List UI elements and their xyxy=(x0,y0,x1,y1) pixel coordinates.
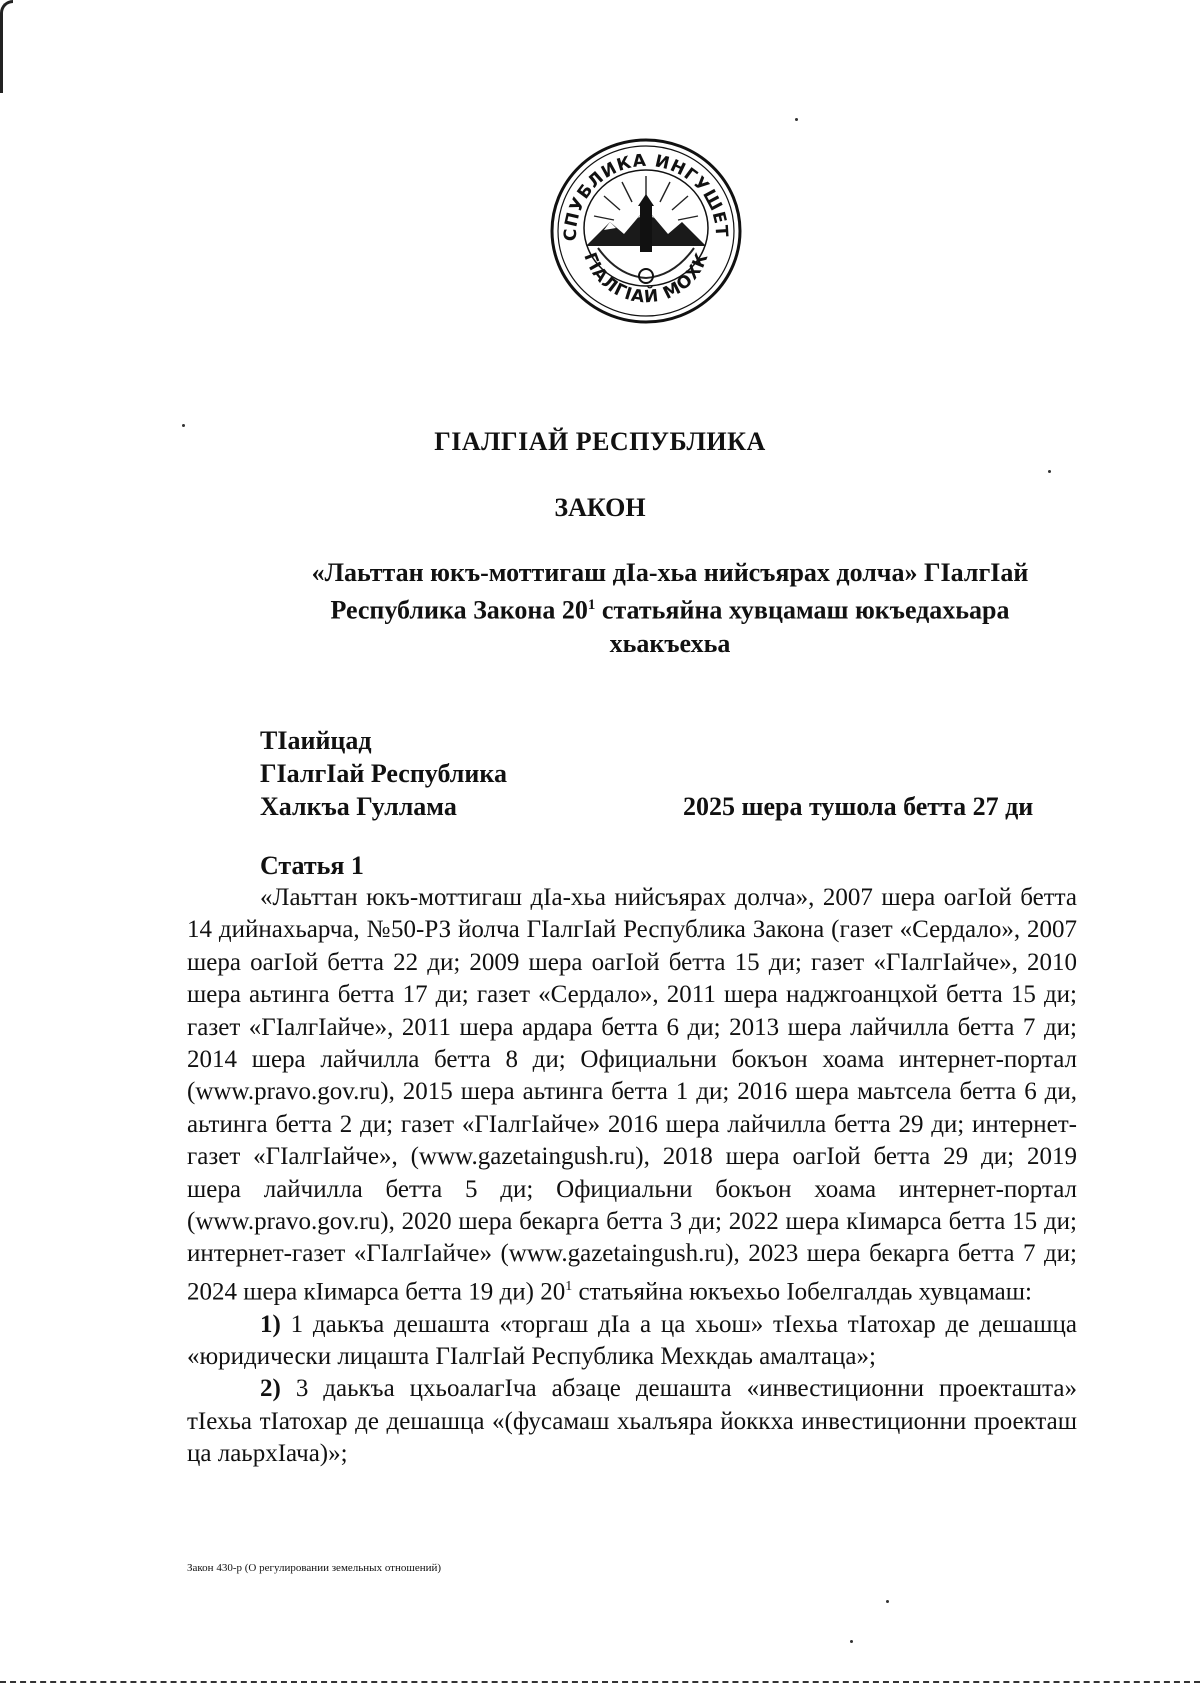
republic-heading: ГIАЛГIАЙ РЕСПУБЛИКА xyxy=(434,427,766,456)
adopted-assembly: Халкъа Гуллама xyxy=(260,792,457,821)
law-title-line2-before: Республика Закона 20 xyxy=(330,595,588,625)
law-title xyxy=(260,556,1080,660)
seal-top-text: СПУБЛИКА ИНГУШЕТ xyxy=(560,150,732,242)
seal-bottom-text: ГIАЛГIАЙ МОХК xyxy=(579,249,713,308)
law-title-superscript: 1 xyxy=(587,597,596,613)
law-title-line2-after: статьяйна хувцамаш юкъедахьара xyxy=(595,595,1010,625)
item-text: 3 даькъа цхьоалагIча абзаце дешашта «инвестиционни проекташта» тIехьа тIатохар де дешашца «(фусамаш хьалъяра йоккха инвестиционни проекташ ца лаьрхIача)»; xyxy=(187,1375,1077,1468)
seal-emblem-icon xyxy=(548,136,744,326)
article-item xyxy=(187,1309,1077,1374)
item-text: 1 даькъа дешашта «торгаш дIа а ца хьош» тIехьа тIатохар де дешашца «юридически лицашта ГIалгIай Республика Мехкдаь амалтаца»; xyxy=(187,1310,1077,1371)
republic-seal xyxy=(548,136,744,326)
article-intro-paragraph xyxy=(187,882,1077,1309)
law-title-line3: хьакъехьа xyxy=(609,628,731,658)
item-number: 2) xyxy=(260,1375,281,1403)
scan-speck xyxy=(850,1640,853,1643)
adoption-block xyxy=(260,724,507,823)
scan-speck xyxy=(1048,470,1051,473)
item-number: 1) xyxy=(260,1310,281,1338)
law-title-line1: «Лаьттан юкъ-моттигаш дIа-хьа нийсъярах долча» ГIалгIай xyxy=(311,558,1029,587)
article-intro-text: «Лаьттан юкъ-моттигаш дIа-хьа нийсъярах долча», 2007 шера оагIой бетта 14 дийнахьарча, №50-РЗ йолча ГIалгIай Республика Закона (газет «Сердало», 2007 шера оагIой бетта 22 ди; 2009 шера оагIой бетта 15 ди; газет «ГIалгIайче», 2010 шера аьтинга бетта 17 ди; газет «Сердало», 2011 шера наджгоанцхой бетта 15 ди; газет «ГIалгIайче», 2011 шера ардара бетта 6 ди; 2013 шера лайчилла бетта 7 ди; 2014 шера лайчилла бетта 8 ди; Официальни бокъон хоама интернет-портал (www.pravo.gov.ru), 2015 шера аьтинга бетта 1 ди; 2016 шера маьтсела бетта 6 ди, аьтинга бетта 2 ди; газет «ГIалгIайче» 2016 шера лайчилла бетта 29 ди; интернет-газет «ГIалгIайче», (www.gazetaingush.ru), 2018 шера оагIой бетта 29 ди; 2019 шера лайчилла бетта 5 ди; Официальни бокъон хоама интернет-портал (www.pravo.gov.ru), 2020 шера бекарга бетта 3 ди; 2022 шера кIимарса бетта 15 ди; интернет-газет «ГIалгIайче» (www.gazetaingush.ru), 2023 шера бекарга бетта 7 ди; 2024 шера кIимарса бетта 19 ди) 20 xyxy=(187,884,1077,1306)
page-footer: Закон 430-р (О регулировании земельных отношений) xyxy=(187,1562,442,1574)
adopted-label: ТIаийцад xyxy=(260,726,372,755)
article-intro-tail: статьяйна юкъехьо Iобелгалдаь хувцамаш: xyxy=(572,1278,1032,1306)
scan-speck xyxy=(795,118,798,121)
scan-bottom-rule xyxy=(0,1681,1200,1683)
article-intro-superscript: 1 xyxy=(565,1278,573,1294)
document-type-heading: ЗАКОН xyxy=(554,493,646,522)
adoption-date: 2025 шера тушола бетта 27 ди xyxy=(683,792,1034,821)
scan-speck xyxy=(886,1600,889,1603)
article-body xyxy=(187,882,1077,1471)
adopted-republic: ГIалгIай Республика xyxy=(260,759,507,788)
article-title: Статья 1 xyxy=(260,851,364,880)
article-item xyxy=(187,1373,1077,1470)
scan-edge-mark xyxy=(0,0,13,93)
